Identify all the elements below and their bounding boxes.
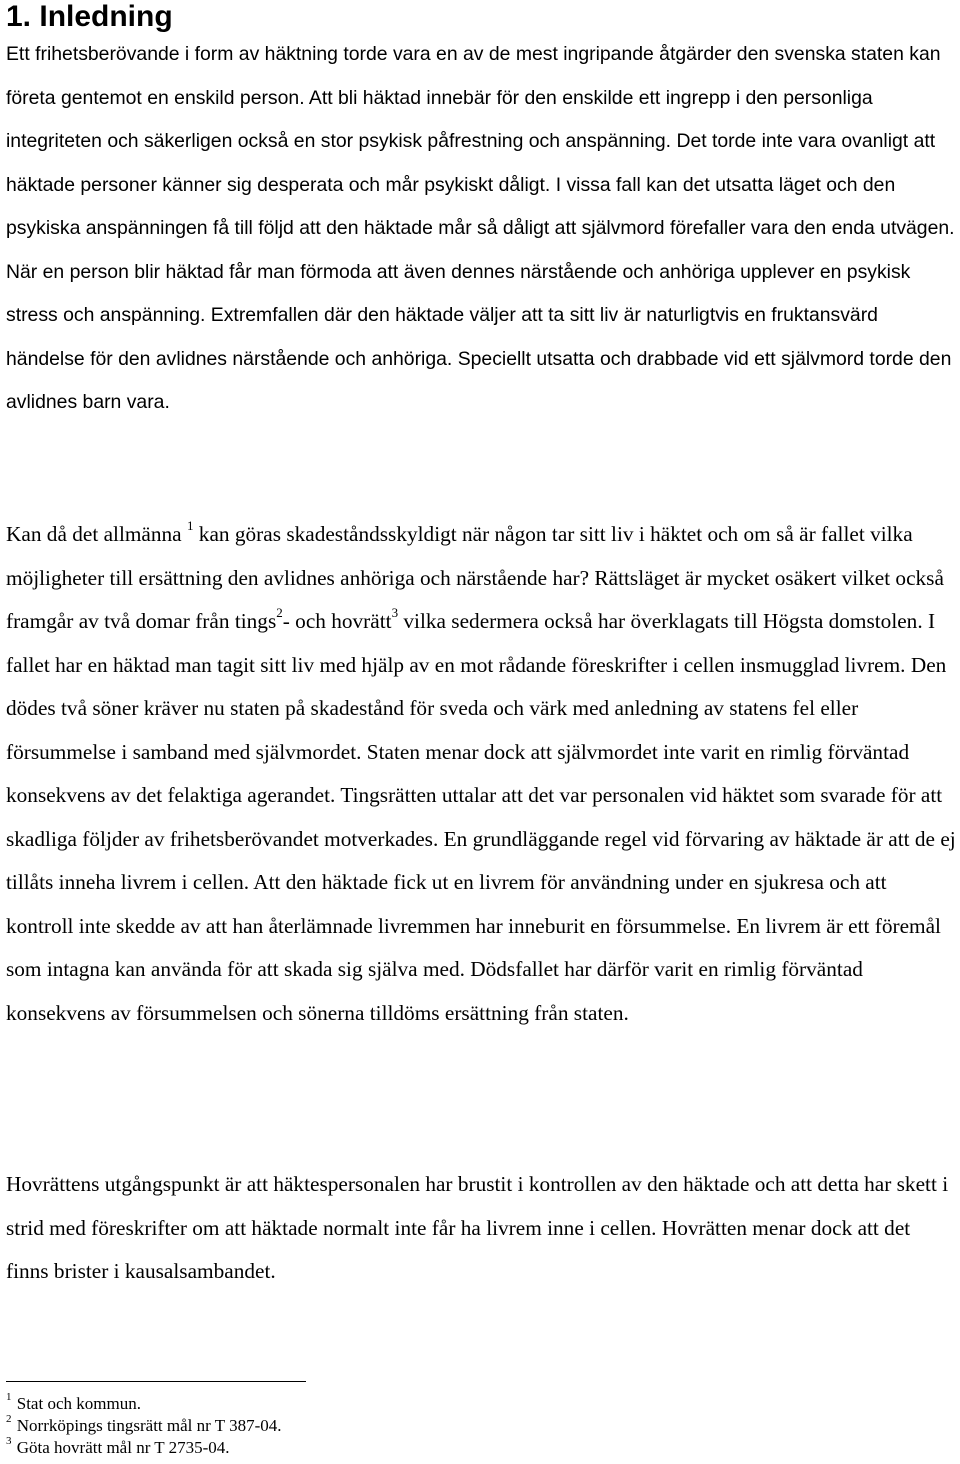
footnote-text-2: Norrköpings tingsrätt mål nr T 387-04.	[12, 1416, 282, 1435]
footnote-number-1: 1	[6, 1391, 12, 1404]
case-paragraph-text-3: - och hovrätt	[282, 609, 392, 633]
footnote-1	[6, 1393, 282, 1415]
case-paragraph-text-2: kan göras skadeståndsskyldigt när någon tar sitt liv i häktet och om så är fallet vilka möjligheter till ersättning den avlidnes anhöriga och närstående har? Rättsläget är mycket osäkert vilket också framgår av två domar från tings	[6, 522, 944, 633]
section-heading: 1. Inledning	[6, 0, 173, 33]
intro-paragraph: Ett frihetsberövande i form av häktning torde vara en av de mest ingripande åtgärder den svenska staten kan företa gentemot en enskild person. Att bli häktad innebär för den enskilde ett ingrepp i den personliga integriteten och säkerligen också en stor psykisk påfrestning och anspänning. Det torde inte vara ovanligt att häktade personer känner sig desperata och mår psykiskt dåligt. I vissa fall kan det utsatta läget och den psykiska anspänningen få till följd att den häktade mår så dåligt att självmord förefaller vara den enda utvägen. När en person blir häktad får man förmoda att även dennes närstående och anhöriga upplever en psykisk stress och anspänning. Extremfallen där den häktade väljer att ta sitt liv är naturligtvis en fruktansvärd händelse för den avlidnes närstående och anhöriga. Speciellt utsatta och drabbade vid ett självmord torde den avlidnes barn vara.	[6, 43, 955, 413]
footnote-2	[6, 1415, 282, 1437]
footnote-number-2: 2	[6, 1413, 12, 1426]
case-paragraph-text-1: Kan då det allmänna	[6, 522, 182, 546]
footnote-separator	[6, 1381, 306, 1382]
footnote-3	[6, 1437, 282, 1459]
case-paragraph	[6, 513, 958, 1035]
case-paragraph-text-4: vilka sedermera också har överklagats till Högsta domstolen. I fallet har en häktad man tagit sitt liv med hjälp av en mot rådande föreskrifter i cellen insmugglad livrem. Den dödes två söner kräver nu staten på skadestånd för sveda och värk med anledning av statens fel eller försummelse i samband med självmordet. Staten menar dock att självmordet inte varit en rimlig förväntad konsekvens av det felaktiga agerandet. Tingsrätten uttalar att det var personalen vid häktet som svarade för att skadliga följder av frihetsberövandet motverkades. En grundläggande regel vid förvaring av häktade är att de ej tillåts inneha livrem i cellen. Att den häktade fick ut en livrem för användning under en sjukresa och att kontroll inte skedde av att han återlämnade livremmen har inneburit en försummelse. En livrem är ett föremål som intagna kan använda för att skada sig själva med. Dödsfallet har därför varit en rimlig förväntad konsekvens av försummelsen och sönerna tilldöms ersättning från staten.	[6, 609, 956, 1025]
footnote-ref-1[interactable]: 1	[186, 517, 194, 533]
footnote-text-1: Stat och kommun.	[12, 1394, 141, 1413]
footnote-number-3: 3	[6, 1435, 12, 1448]
footnote-ref-3[interactable]: 3	[391, 604, 399, 620]
court-of-appeal-paragraph: Hovrättens utgångspunkt är att häktespersonalen har brustit i kontrollen av den häktade och att detta har skett i strid med föreskrifter om att häktade normalt inte får ha livrem inne i cellen. Hovrätten menar dock att det finns brister i kausalsambandet.	[6, 1172, 949, 1283]
footnote-text-3: Göta hovrätt mål nr T 2735-04.	[12, 1438, 230, 1457]
footnote-ref-2[interactable]: 2	[276, 604, 283, 620]
document-page	[6, 0, 956, 1457]
footnotes	[6, 1393, 282, 1459]
